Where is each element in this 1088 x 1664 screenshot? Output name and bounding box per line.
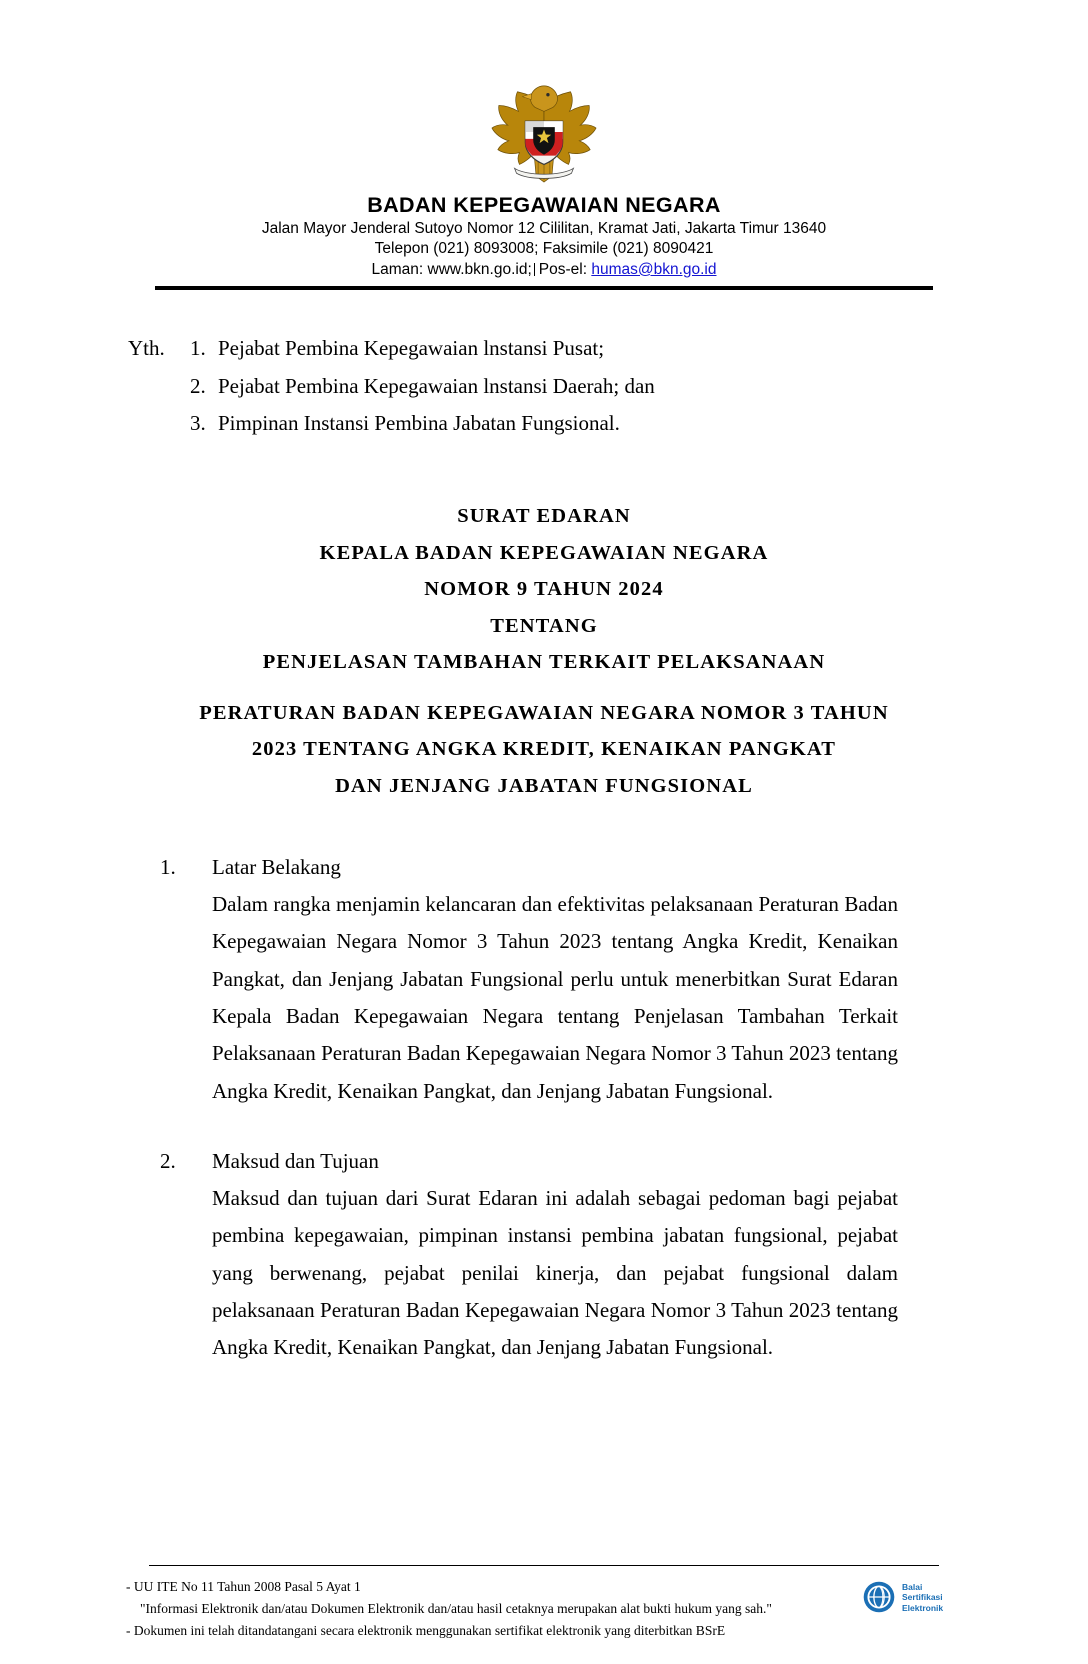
list-item (190, 405, 1088, 442)
title-line-4: TENTANG (490, 614, 598, 637)
letterhead-divider (155, 286, 933, 290)
section-title: Maksud dan Tujuan (212, 1149, 379, 1174)
list-item-number: 2. (190, 373, 206, 398)
email-link[interactable]: humas@bkn.go.id (591, 260, 717, 278)
list-item-number: 3. (190, 410, 206, 435)
bsre-line-3: Elektronik (902, 1602, 944, 1613)
section-maksud-dan-tujuan (160, 1144, 898, 1367)
title-line-3: NOMOR 9 TAHUN 2024 (424, 578, 664, 601)
footer-line-2: "Informasi Elektronik dan/atau Dokumen Elektronik dan/atau hasil cetaknya merupakan alat bukti hukum yang sah." (140, 1601, 772, 1617)
title-line-5: PENJELASAN TAMBAHAN TERKAIT PELAKSANAAN (262, 651, 826, 674)
footer-divider (149, 1565, 939, 1566)
section-body: Dalam rangka menjamin kelancaran dan efektivitas pelaksanaan Peraturan Badan Kepegawaian Negara Nomor 3 Tahun 2023 tentang Angka Kredit, Kenaikan Pangkat, dan Jenjang Jabatan Fungsional perlu untuk menerbitkan Surat Edaran Kepala Badan Kepegawaian Negara tentang Penjelasan Tambahan Terkait Pelaksanaan Peraturan Badan Kepegawaian Negara Nomor 3 Tahun 2023 tentang Angka Kredit, Kenaikan Pangkat, dan Jenjang Jabatan Fungsional. (212, 891, 898, 1103)
garuda-pancasila-emblem (485, 78, 603, 186)
list-item-text: Pejabat Pembina Kepegawaian lnstansi Daerah; dan (218, 373, 655, 398)
organization-phone: Telepon (021) 8093008; Faksimile (021) 8090421 (374, 240, 714, 258)
recipients-label: Yth. (128, 336, 165, 361)
footer-legal-text (126, 1576, 862, 1642)
recipients-block (0, 330, 1088, 442)
organization-address: Jalan Mayor Jenderal Sutoyo Nomor 12 Cililitan, Kramat Jati, Jakarta Timur 13640 (261, 219, 827, 237)
document-footer (0, 1565, 1088, 1642)
title-line-7: 2023 TENTANG ANGKA KREDIT, KENAIKAN PANGKAT (251, 738, 837, 761)
list-item (190, 330, 1088, 367)
document-sections (0, 850, 1088, 1367)
section-body: Maksud dan tujuan dari Surat Edaran ini adalah sebagai pedoman bagi pejabat pembina kepegawaian, pimpinan instansi pembina jabatan fungsional, pejabat yang berwenang, pejabat penilai kinerja, dan pejabat fungsional dalam pelaksanaan Peraturan Badan Kepegawaian Negara Nomor 3 Tahun 2023 tentang Angka Kredit, Kenaikan Pangkat, dan Jenjang Jabatan Fungsional. (212, 1185, 898, 1360)
title-line-6: PERATURAN BADAN KEPEGAWAIAN NEGARA NOMOR 3 TAHUN (199, 701, 889, 724)
divider (534, 263, 535, 276)
organization-name: BADAN KEPEGAWAIAN NEGARA (367, 193, 721, 217)
section-number: 1. (160, 855, 176, 880)
footer-line-3: - Dokumen ini telah ditandatangani secara elektronik menggunakan sertifikat elektronik yang diterbitkan BSrE (126, 1623, 726, 1639)
footer-line-1: - UU ITE No 11 Tahun 2008 Pasal 5 Ayat 1 (126, 1579, 361, 1595)
section-title: Latar Belakang (212, 855, 341, 880)
email-label: Pos-el: (538, 260, 588, 278)
document-title-block (0, 498, 1088, 804)
list-item-text: Pimpinan Instansi Pembina Jabatan Fungsional. (218, 410, 620, 435)
recipients-list (190, 330, 1088, 442)
bsre-label (902, 1582, 943, 1613)
section-number: 2. (160, 1149, 176, 1174)
bsre-line-1: Balai (902, 1581, 923, 1592)
list-item-text: Pejabat Pembina Kepegawaian lnstansi Pusat; (218, 336, 605, 361)
section-latar-belakang (160, 850, 898, 1110)
bsre-globe-icon (862, 1580, 896, 1614)
bsre-badge (862, 1576, 992, 1614)
letterhead (0, 0, 1088, 290)
title-line-8: DAN JENJANG JABATAN FUNGSIONAL (335, 774, 753, 797)
website-label: Laman: www.bkn.go.id; (371, 260, 532, 278)
bsre-line-2: Sertifikasi (902, 1592, 943, 1603)
title-line-2: KEPALA BADAN KEPEGAWAIAN NEGARA (319, 541, 769, 564)
list-item-number: 1. (190, 336, 206, 361)
title-spacer (0, 681, 1088, 695)
list-item (190, 368, 1088, 405)
organization-web-email (0, 260, 1088, 280)
title-line-1: SURAT EDARAN (457, 505, 631, 528)
